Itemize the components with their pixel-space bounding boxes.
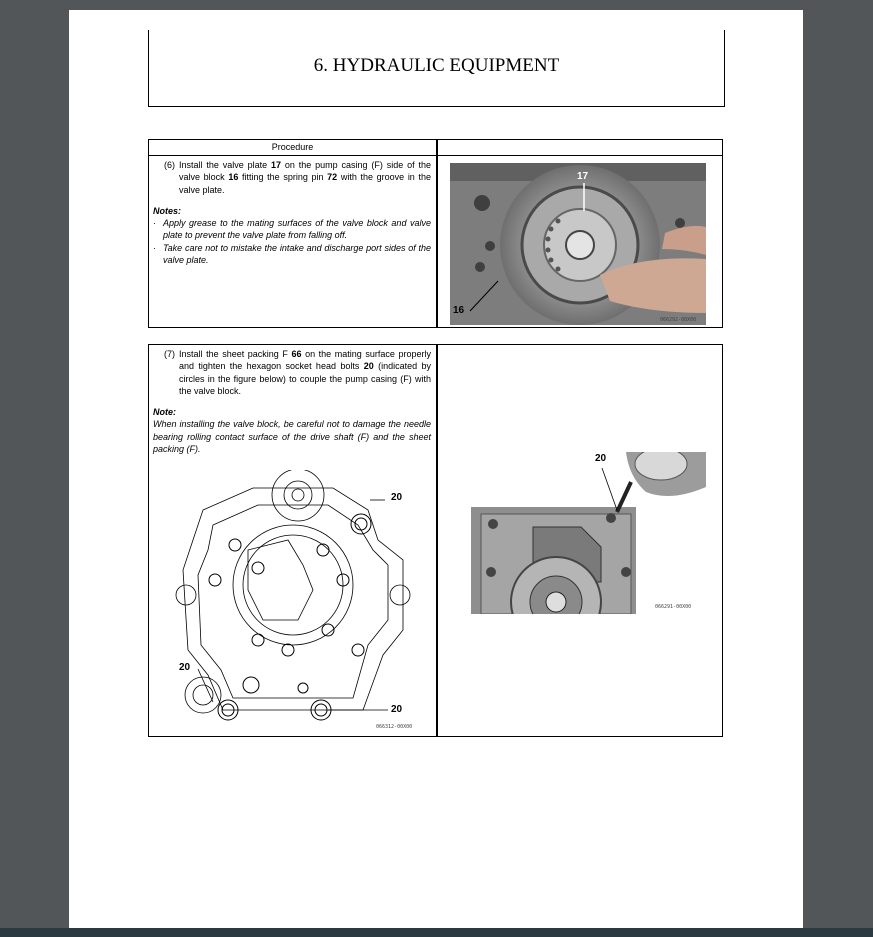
viewer-top-bar — [69, 0, 803, 10]
step-number: (7) — [164, 349, 175, 359]
pump-line-drawing — [163, 470, 431, 732]
figure-code: 066291-00X00 — [655, 604, 692, 610]
note-bullet: · Apply grease to the mating surfaces of the valve block and valve plate to prevent the valve plate from falling off. — [153, 218, 431, 241]
callout-20-left: 20 — [179, 662, 191, 673]
column-divider — [436, 140, 438, 327]
step-7-text-cell — [153, 348, 431, 455]
viewer-bottom-bar — [0, 928, 873, 937]
valve-plate-photo — [450, 163, 706, 325]
callout-17: 17 — [577, 171, 589, 182]
procedure-table-step-7 — [148, 344, 723, 737]
column-divider — [436, 345, 438, 736]
step-6-instruction: Install the valve plate 17 on the pump casing (F) side of the valve block 16 fitting the spring pin 72 with the groove in the valve plate. — [179, 160, 431, 195]
procedure-column-header: Procedure — [271, 142, 314, 152]
step-number: (6) — [164, 160, 175, 170]
figure-code: 066312-00X00 — [376, 724, 413, 730]
callout-20-top: 20 — [391, 492, 403, 503]
bolt-tightening-photo — [471, 452, 706, 614]
note-title: Note: — [153, 407, 176, 418]
header-box — [148, 30, 725, 107]
callout-20: 20 — [595, 453, 607, 464]
callout-16: 16 — [453, 305, 465, 316]
figure-code: 066292-00X00 — [660, 317, 697, 323]
step-7-instruction: Install the sheet packing F 66 on the mating surface properly and tighten the hexagon socket head bolts 20 (indicated by circles in the figure below) to couple the pump casing (F) with the valve block. — [179, 349, 432, 396]
notes-title: Notes: — [153, 205, 182, 216]
procedure-table-step-6 — [148, 139, 723, 328]
note-text: When installing the valve block, be careful not to damage the needle bearing rolling contact surface of the drive shaft (F) and the sheet packing (F). — [153, 419, 431, 455]
document-page — [69, 0, 803, 928]
page-title: 6. HYDRAULIC EQUIPMENT — [313, 55, 560, 76]
callout-20-bottom: 20 — [391, 704, 403, 715]
step-6-text-cell — [153, 159, 431, 266]
note-bullet: · Take care not to mistake the intake and discharge port sides of the valve plate. — [153, 242, 431, 266]
